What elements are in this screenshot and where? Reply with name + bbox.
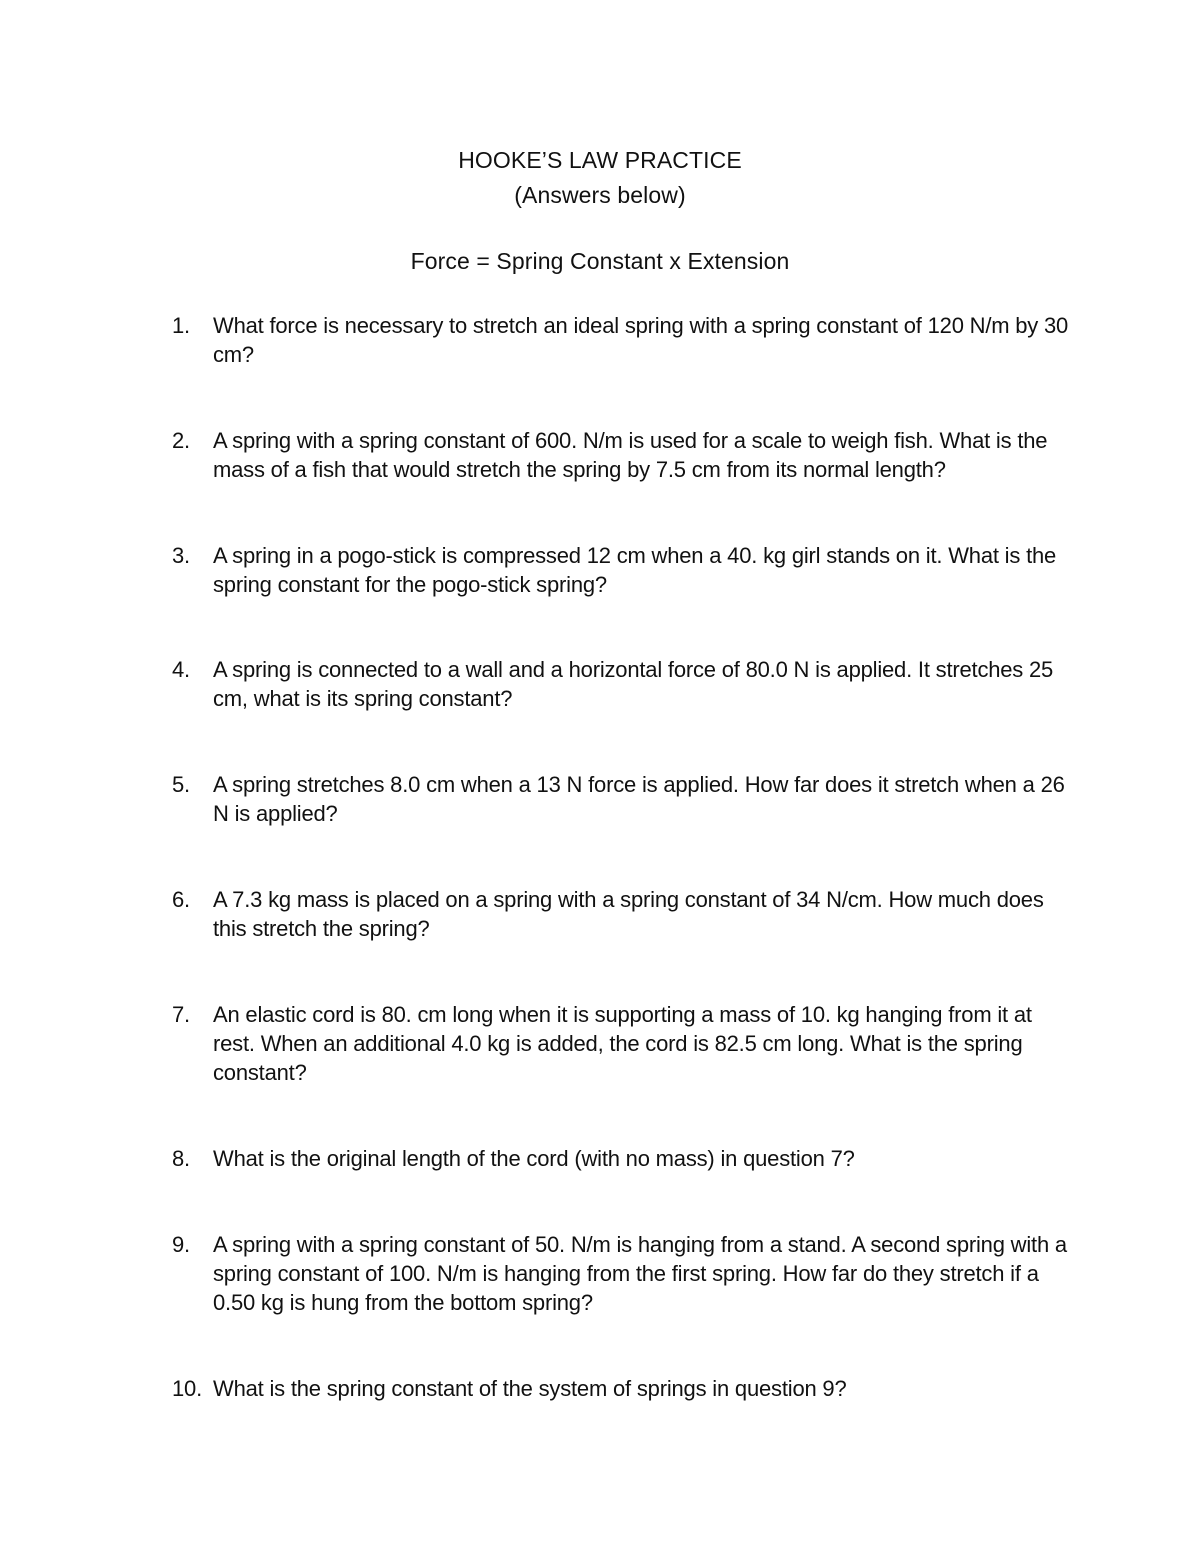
question-text: A spring in a pogo-stick is compressed 12 cm when a 40. kg girl stands on it. What is the spring constant for the pogo-stick spring? [213,543,1057,597]
question-number: 8. [172,1146,190,1171]
question-number: 3. [172,543,190,568]
question-item [172,885,1072,943]
question-item [172,311,1072,369]
question-number: 9. [172,1232,190,1257]
question-item [172,1374,1072,1403]
question-number: 5. [172,772,190,797]
question-item [172,1144,1072,1173]
question-text: A spring with a spring constant of 600. N/m is used for a scale to weigh fish. What is the mass of a fish that would stretch the spring by 7.5 cm from its normal length? [213,428,1048,482]
question-number: 4. [172,657,190,682]
question-text: A spring with a spring constant of 50. N/m is hanging from a stand. A second spring with a spring constant of 100. N/m is hanging from the first spring. How far do they stretch if a 0.50 kg is hung from the bottom spring? [213,1232,1067,1315]
question-text: What is the spring constant of the system of springs in question 9? [213,1376,847,1401]
question-number: 7. [172,1002,190,1027]
question-item [172,541,1072,599]
question-item [172,770,1072,828]
page-subtitle: (Answers below) [514,182,686,208]
question-text: A 7.3 kg mass is placed on a spring with a spring constant of 34 N/cm. How much does this stretch the spring? [213,887,1044,941]
question-text: A spring stretches 8.0 cm when a 13 N force is applied. How far does it stretch when a 26 N is applied? [213,772,1065,826]
question-item [172,426,1072,484]
question-text: A spring is connected to a wall and a horizontal force of 80.0 N is applied. It stretches 25 cm, what is its spring constant? [213,657,1054,711]
question-number: 10. [172,1376,202,1401]
question-item [172,1230,1072,1317]
question-item [172,655,1072,713]
formula-line: Force = Spring Constant x Extension [410,248,790,274]
question-text: What is the original length of the cord (with no mass) in question 7? [213,1146,855,1171]
question-number: 1. [172,313,190,338]
page-title: HOOKE’S LAW PRACTICE [458,147,742,173]
question-number: 2. [172,428,190,453]
question-item [172,1000,1072,1087]
question-number: 6. [172,887,190,912]
question-text: What force is necessary to stretch an ideal spring with a spring constant of 120 N/m by 30 cm? [213,313,1069,367]
question-text: An elastic cord is 80. cm long when it is supporting a mass of 10. kg hanging from it at rest. When an additional 4.0 kg is added, the cord is 82.5 cm long. What is the spring constant? [213,1002,1032,1085]
